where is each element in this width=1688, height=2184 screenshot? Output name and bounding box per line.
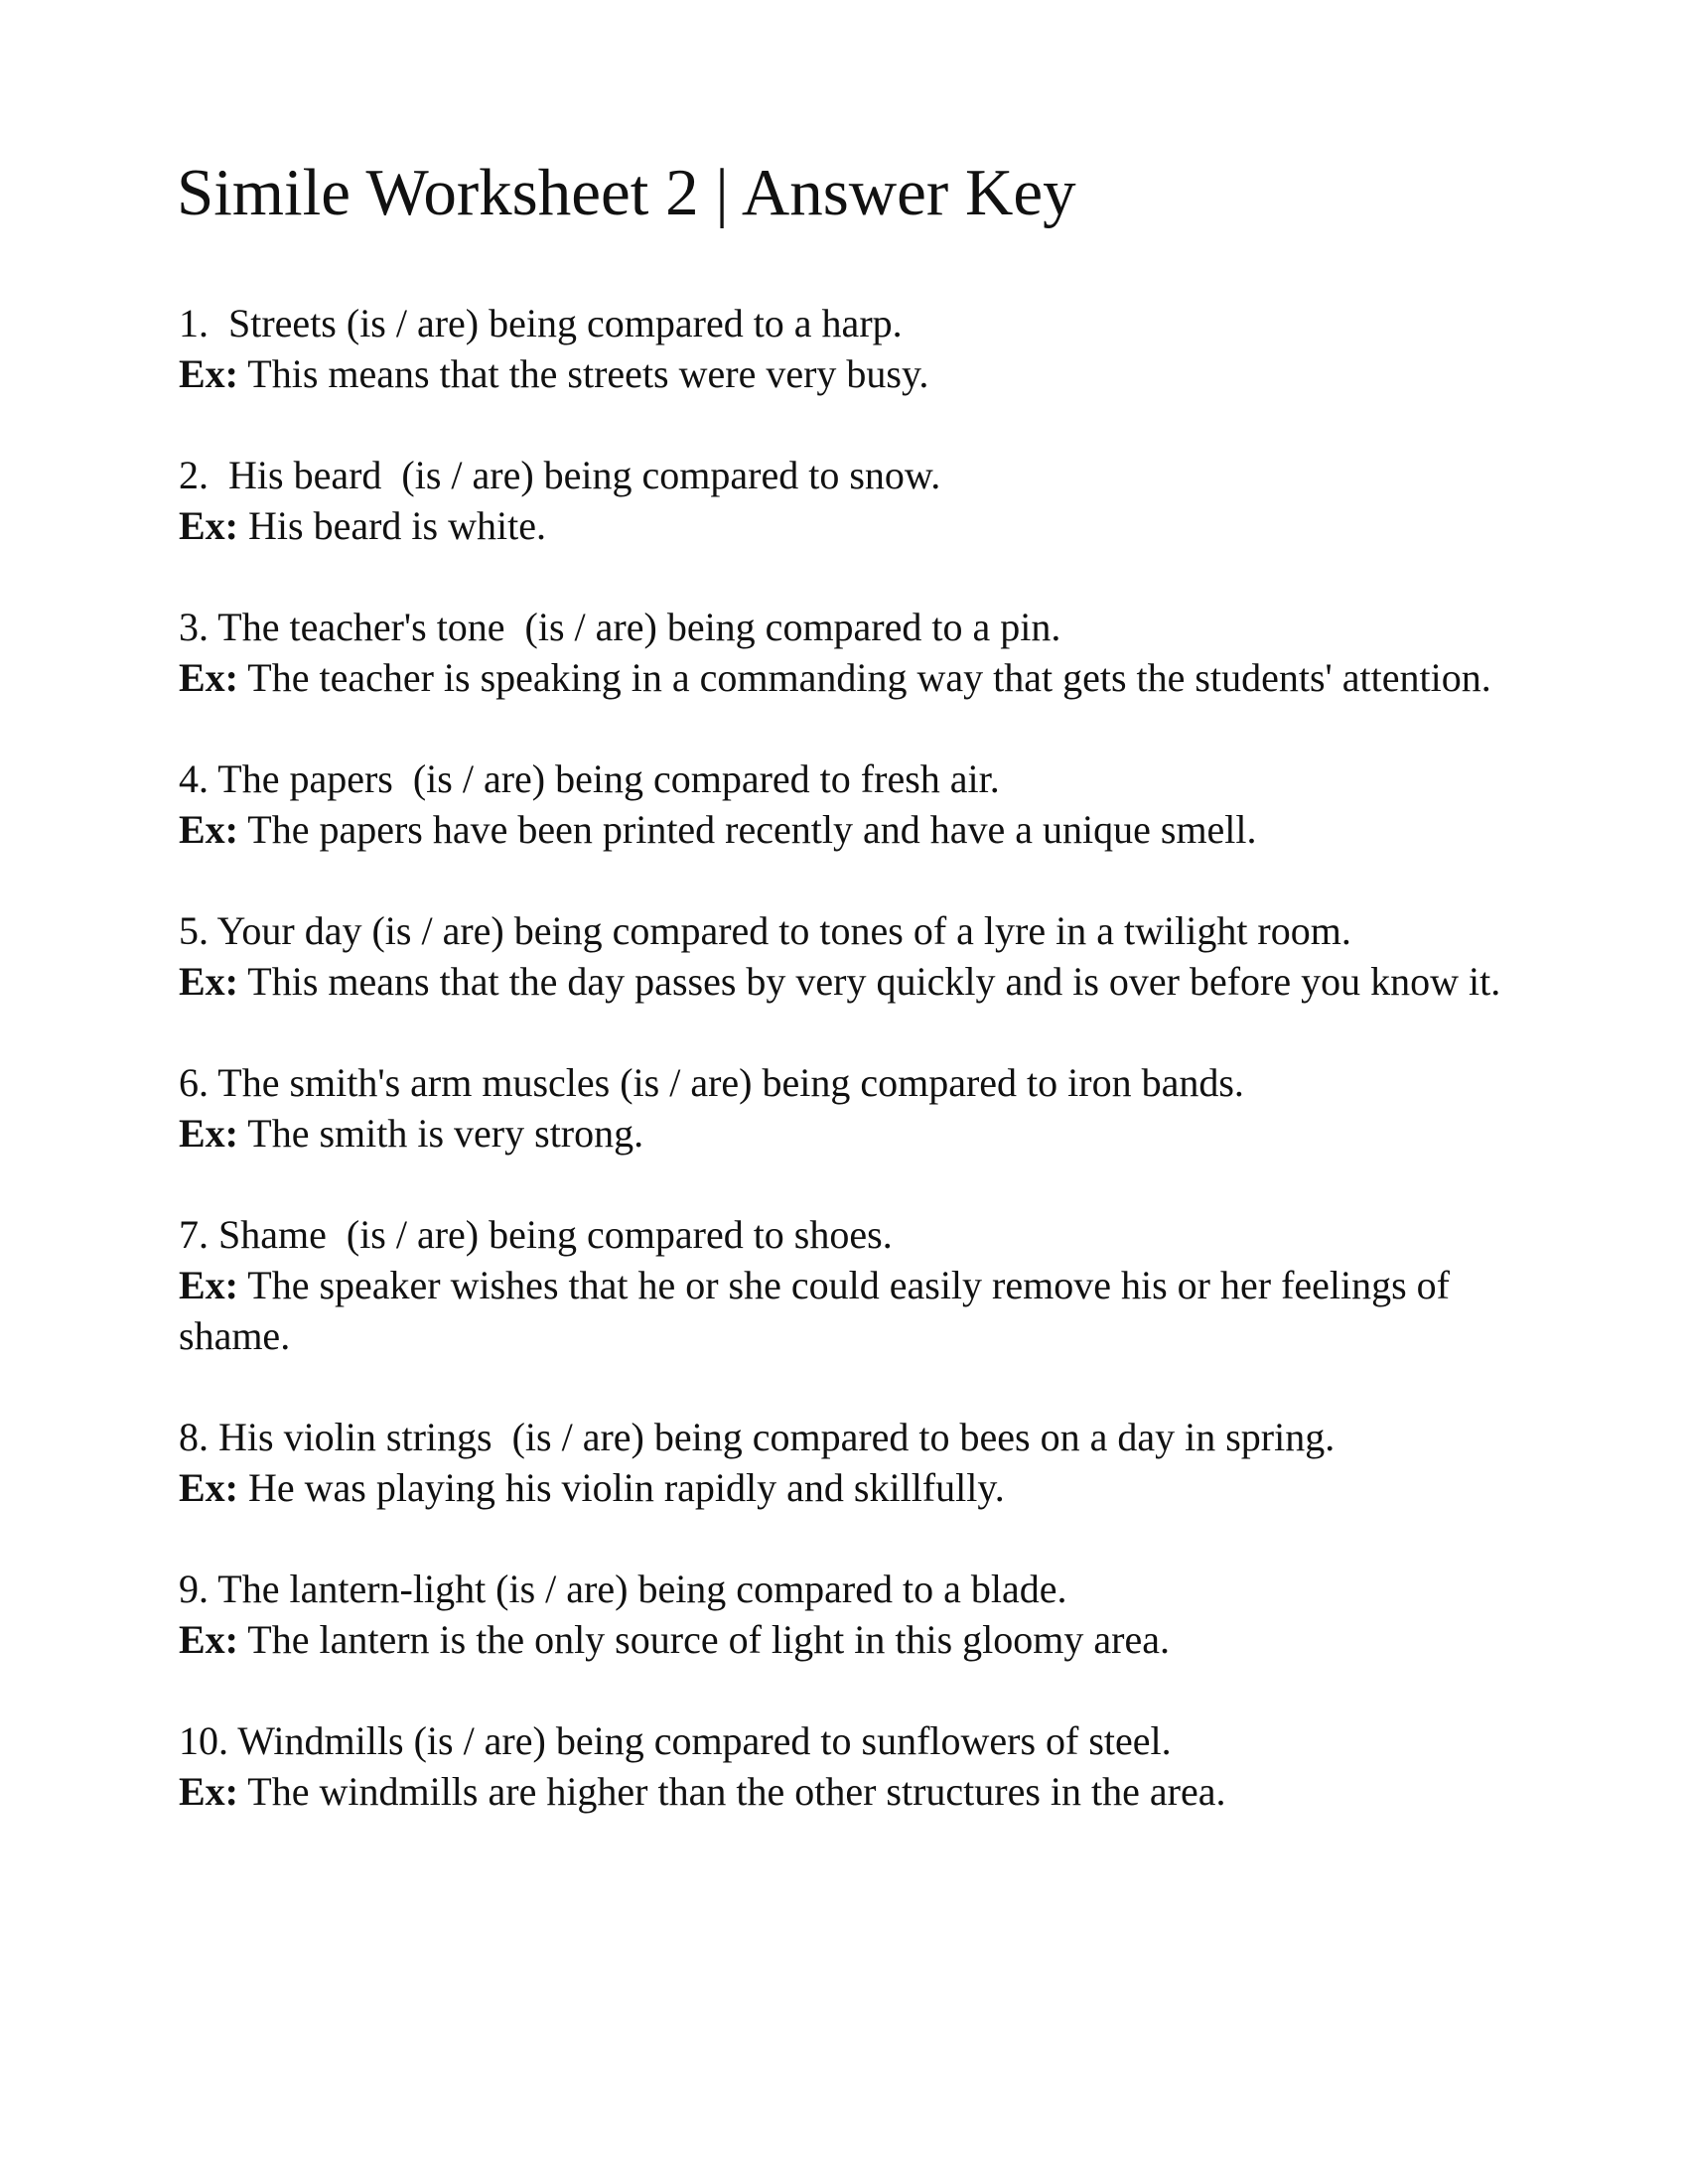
list-item (179, 298, 1509, 399)
list-item (179, 1564, 1509, 1665)
answer-body: This means that the day passes by very quickly and is over before you know it. (247, 959, 1501, 1004)
answer-body: His beard is white. (248, 503, 546, 548)
answer-text (179, 652, 1509, 703)
answer-text (179, 804, 1509, 855)
question-text: 5. Your day (is / are) being compared to tones of a lyre in a twilight room. (179, 908, 1351, 953)
ex-label: Ex: (179, 807, 238, 852)
question-text: 6. The smith's arm muscles (is / are) being compared to iron bands. (179, 1060, 1244, 1105)
answer-body: The papers have been printed recently and have a unique smell. (247, 807, 1257, 852)
page-title: Simile Worksheet 2 | Answer Key (177, 156, 1076, 229)
question-text: 2. His beard (is / are) being compared to snow. (179, 453, 941, 497)
list-item (179, 450, 1509, 551)
list-item (179, 1715, 1509, 1817)
list-item (179, 905, 1509, 1007)
question-text: 4. The papers (is / are) being compared to fresh air. (179, 756, 1000, 801)
answer-text (179, 1766, 1509, 1817)
answer-body: He was playing his violin rapidly and skillfully. (248, 1465, 1005, 1510)
ex-label: Ex: (179, 351, 238, 396)
ex-label: Ex: (179, 655, 238, 700)
question-text: 3. The teacher's tone (is / are) being compared to a pin. (179, 605, 1061, 649)
answer-text (179, 1462, 1509, 1513)
answer-body: The smith is very strong. (247, 1111, 644, 1156)
answer-body: The teacher is speaking in a commanding way that gets the students' attention. (247, 655, 1491, 700)
answer-text (179, 1260, 1509, 1361)
list-item (179, 753, 1509, 855)
ex-label: Ex: (179, 959, 238, 1004)
list-item (179, 602, 1509, 703)
question-text: 1. Streets (is / are) being compared to a harp. (179, 301, 903, 345)
ex-label: Ex: (179, 1465, 238, 1510)
question-text: 8. His violin strings (is / are) being compared to bees on a day in spring. (179, 1415, 1336, 1459)
answer-text (179, 1108, 1509, 1159)
list-item (179, 1412, 1509, 1513)
ex-label: Ex: (179, 1111, 238, 1156)
answer-text (179, 500, 1509, 551)
ex-label: Ex: (179, 1769, 238, 1814)
answer-body: This means that the streets were very busy. (247, 351, 929, 396)
ex-label: Ex: (179, 503, 238, 548)
answer-text (179, 348, 1509, 399)
question-text: 7. Shame (is / are) being compared to shoes. (179, 1212, 893, 1257)
answer-text (179, 1614, 1509, 1665)
list-item (179, 1057, 1509, 1159)
question-text: 9. The lantern-light (is / are) being compared to a blade. (179, 1567, 1067, 1611)
ex-label: Ex: (179, 1263, 238, 1307)
answer-text (179, 956, 1509, 1007)
answer-list (179, 298, 1509, 1867)
answer-body: The windmills are higher than the other structures in the area. (247, 1769, 1226, 1814)
list-item (179, 1209, 1509, 1361)
answer-body: The lantern is the only source of light in this gloomy area. (247, 1617, 1170, 1662)
ex-label: Ex: (179, 1617, 238, 1662)
answer-body: The speaker wishes that he or she could easily remove his or her feelings of shame. (179, 1263, 1451, 1358)
question-text: 10. Windmills (is / are) being compared to sunflowers of steel. (179, 1718, 1172, 1763)
